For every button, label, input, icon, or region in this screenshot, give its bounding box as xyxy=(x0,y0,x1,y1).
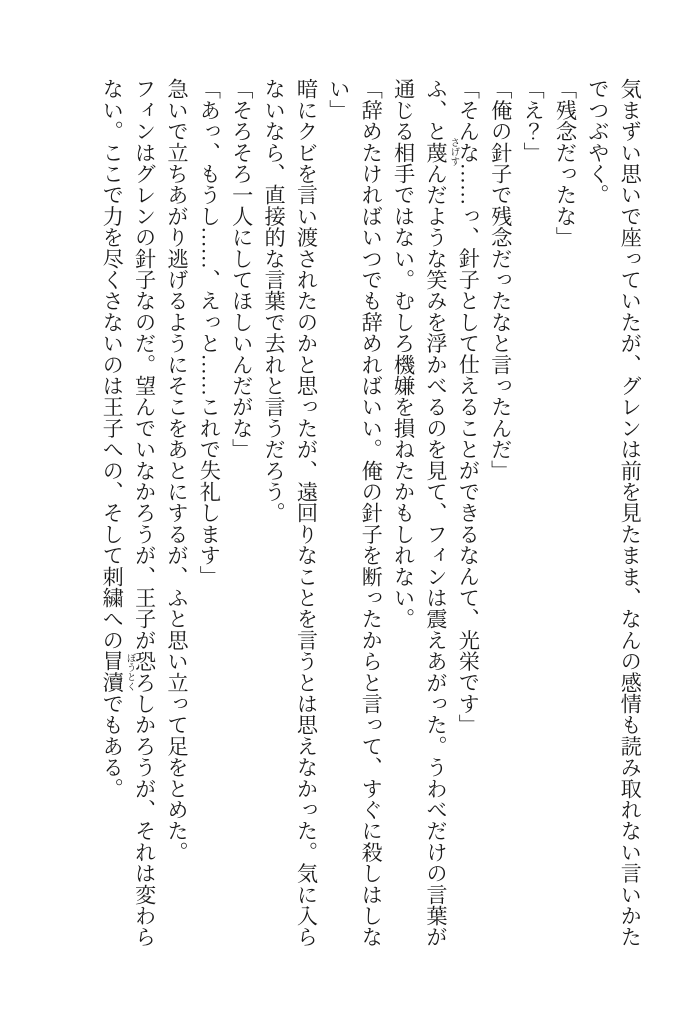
ruby-annotation: さげす xyxy=(448,137,459,167)
text-column-13: 「そろそろ一人にしてほしいんだがな」 xyxy=(229,78,254,460)
ruby-group xyxy=(423,137,459,167)
text-column-1: 気まずい思いで座っていたが、グレンは前を見たまま、なんの感情も読み取れない言いかた xyxy=(618,78,643,948)
vertical-text-body xyxy=(96,78,646,958)
text-column-4: 「え？」 xyxy=(521,78,546,163)
text-segment-before: ない。ここで力を尽くさないのは王子への、そして刺繍への xyxy=(100,78,125,651)
text-column-12: ないなら、直接的な言葉で去れと言うだろう。 xyxy=(262,78,287,524)
text-column-7 xyxy=(420,78,459,958)
ruby-base: 冒瀆 xyxy=(100,650,125,693)
text-column-3: 「残念だったな」 xyxy=(553,78,578,248)
text-segment-before: ふ、と xyxy=(423,78,448,142)
text-segment-after: でもある。 xyxy=(100,692,125,799)
text-column-5: 「俺の針子で残念だったなと言ったんだ」 xyxy=(488,78,513,481)
ruby-group xyxy=(100,650,135,693)
text-column-8: 通じる相手ではない。むしろ機嫌を損ねたかもしれない。 xyxy=(391,78,416,630)
text-column-9: 「辞めたければいつでも辞めればいい。俺の針子を断ったからと言って、すぐに殺しはしな xyxy=(359,78,384,948)
text-column-6: 「そんな……っ、針子として仕えることができるなんて、光栄です」 xyxy=(456,78,481,736)
text-segment-after: んだような笑みを浮かべるのを見て、フィンは震えあがった。うわべだけの言葉が xyxy=(423,162,448,948)
text-column-15: 急いで立ちあがり逃げるようにそこをあとにするが、ふと思い立って足をとめた。 xyxy=(164,78,189,863)
text-column-14: 「あっ、もうし……、えっと……これで失礼します」 xyxy=(197,78,222,587)
text-column-2: でつぶやく。 xyxy=(585,78,610,206)
ruby-base: 蔑 xyxy=(423,141,448,163)
text-column-11: 暗にクビを言い渡されたのかと思ったが、遠回りなことを言うとは思えなかった。気に入ら xyxy=(294,78,319,948)
text-column-17 xyxy=(96,78,135,958)
ruby-annotation: ぼうとく xyxy=(124,652,135,691)
text-column-10: い」 xyxy=(326,78,351,121)
text-column-16: フィンはグレンの針子なのだ。望んでいなかろうが、王子が恐ろしかろうが、それは変わら xyxy=(132,78,157,948)
